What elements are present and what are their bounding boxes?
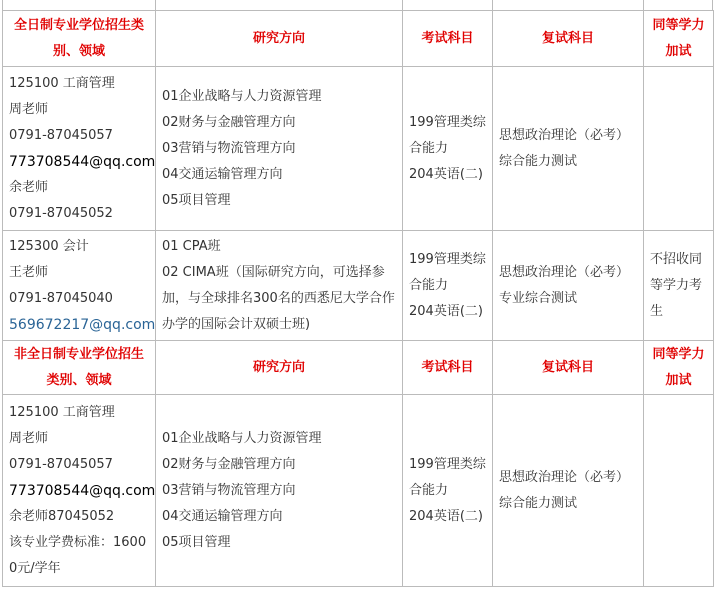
header-category: 非全日制专业学位招生类别、领域 [3, 341, 156, 395]
exam-cell [403, 231, 493, 341]
header-row-parttime [3, 341, 714, 395]
contact-name: 余老师87045052 [9, 508, 115, 524]
exam-line: 199管理类综 [409, 251, 486, 267]
exam-cell [403, 395, 493, 587]
table-row [3, 67, 714, 231]
contact-phone: 0791-87045057 [9, 456, 113, 472]
retest-line: 思想政治理论（必考） [499, 127, 630, 143]
direction-item: 03营销与物流管理方向 [162, 482, 296, 498]
retest-line: 专业综合测试 [499, 290, 578, 306]
contact-email: 773708544@qq.com [9, 482, 156, 499]
header-equivalent: 同等学力加试 [644, 11, 714, 67]
major-cell [3, 231, 156, 341]
retest-line: 思想政治理论（必考） [499, 264, 630, 280]
equivalent-cell: 不招收同等学力考生 [644, 231, 714, 341]
table-top-continuation [0, 0, 715, 10]
major-cell [3, 395, 156, 587]
direction-item: 02财务与金融管理方向 [162, 114, 296, 130]
admissions-table [2, 10, 714, 587]
retest-line: 思想政治理论（必考） [499, 469, 630, 485]
contact-email: 773708544@qq.com [9, 153, 156, 170]
major-name: 125100 工商管理 [9, 75, 115, 91]
direction-cell [156, 67, 403, 231]
direction-cell [156, 231, 403, 341]
direction-item: 04交通运输管理方向 [162, 166, 283, 182]
direction-item: 02财务与金融管理方向 [162, 456, 296, 472]
major-cell [3, 67, 156, 231]
retest-line: 综合能力测试 [499, 495, 578, 511]
direction-item: 01企业战略与人力资源管理 [162, 88, 322, 104]
major-name: 125100 工商管理 [9, 404, 115, 420]
contact-name: 周老师 [9, 430, 49, 446]
exam-line: 合能力 [409, 277, 449, 293]
exam-line: 204英语(二) [409, 508, 483, 524]
header-exam: 考试科目 [403, 11, 493, 67]
header-exam: 考试科目 [403, 341, 493, 395]
direction-item: 03营销与物流管理方向 [162, 140, 296, 156]
direction-item: 01 CPA班 [162, 238, 221, 254]
exam-line: 合能力 [409, 140, 449, 156]
equivalent-cell [644, 395, 714, 587]
contact-name: 余老师 [9, 179, 49, 195]
header-row-fulltime [3, 11, 714, 67]
exam-line: 199管理类综 [409, 114, 486, 130]
header-equivalent: 同等学力加试 [644, 341, 714, 395]
direction-item: 05项目管理 [162, 534, 231, 550]
equivalent-cell [644, 67, 714, 231]
contact-phone: 0791-87045040 [9, 290, 113, 306]
table-row [3, 231, 714, 341]
direction-item: 04交通运输管理方向 [162, 508, 283, 524]
header-direction: 研究方向 [156, 341, 403, 395]
contact-phone: 0791-87045057 [9, 127, 113, 143]
header-retest: 复试科目 [493, 11, 644, 67]
retest-cell [493, 395, 644, 587]
table-row [3, 395, 714, 587]
direction-item: 05项目管理 [162, 192, 231, 208]
retest-cell [493, 67, 644, 231]
header-retest: 复试科目 [493, 341, 644, 395]
contact-name: 周老师 [9, 101, 49, 117]
exam-line: 204英语(二) [409, 166, 483, 182]
contact-email-link[interactable]: 569672217@qq.com [9, 316, 156, 333]
exam-line: 204英语(二) [409, 303, 483, 319]
contact-name: 王老师 [9, 264, 49, 280]
direction-cell [156, 395, 403, 587]
exam-cell [403, 67, 493, 231]
exam-line: 合能力 [409, 482, 449, 498]
direction-item: 01企业战略与人力资源管理 [162, 430, 322, 446]
retest-cell [493, 231, 644, 341]
tuition-fee: 该专业学费标准：16000元/学年 [9, 534, 147, 576]
direction-item: 02 CIMA班（国际研究方向，可选择参加，与全球排名300名的西悉尼大学合作办学的国际会计双硕士班) [162, 264, 395, 332]
major-name: 125300 会计 [9, 238, 89, 254]
exam-line: 199管理类综 [409, 456, 486, 472]
contact-phone: 0791-87045052 [9, 205, 113, 221]
header-category: 全日制专业学位招生类别、领域 [3, 11, 156, 67]
header-direction: 研究方向 [156, 11, 403, 67]
retest-line: 综合能力测试 [499, 153, 578, 169]
